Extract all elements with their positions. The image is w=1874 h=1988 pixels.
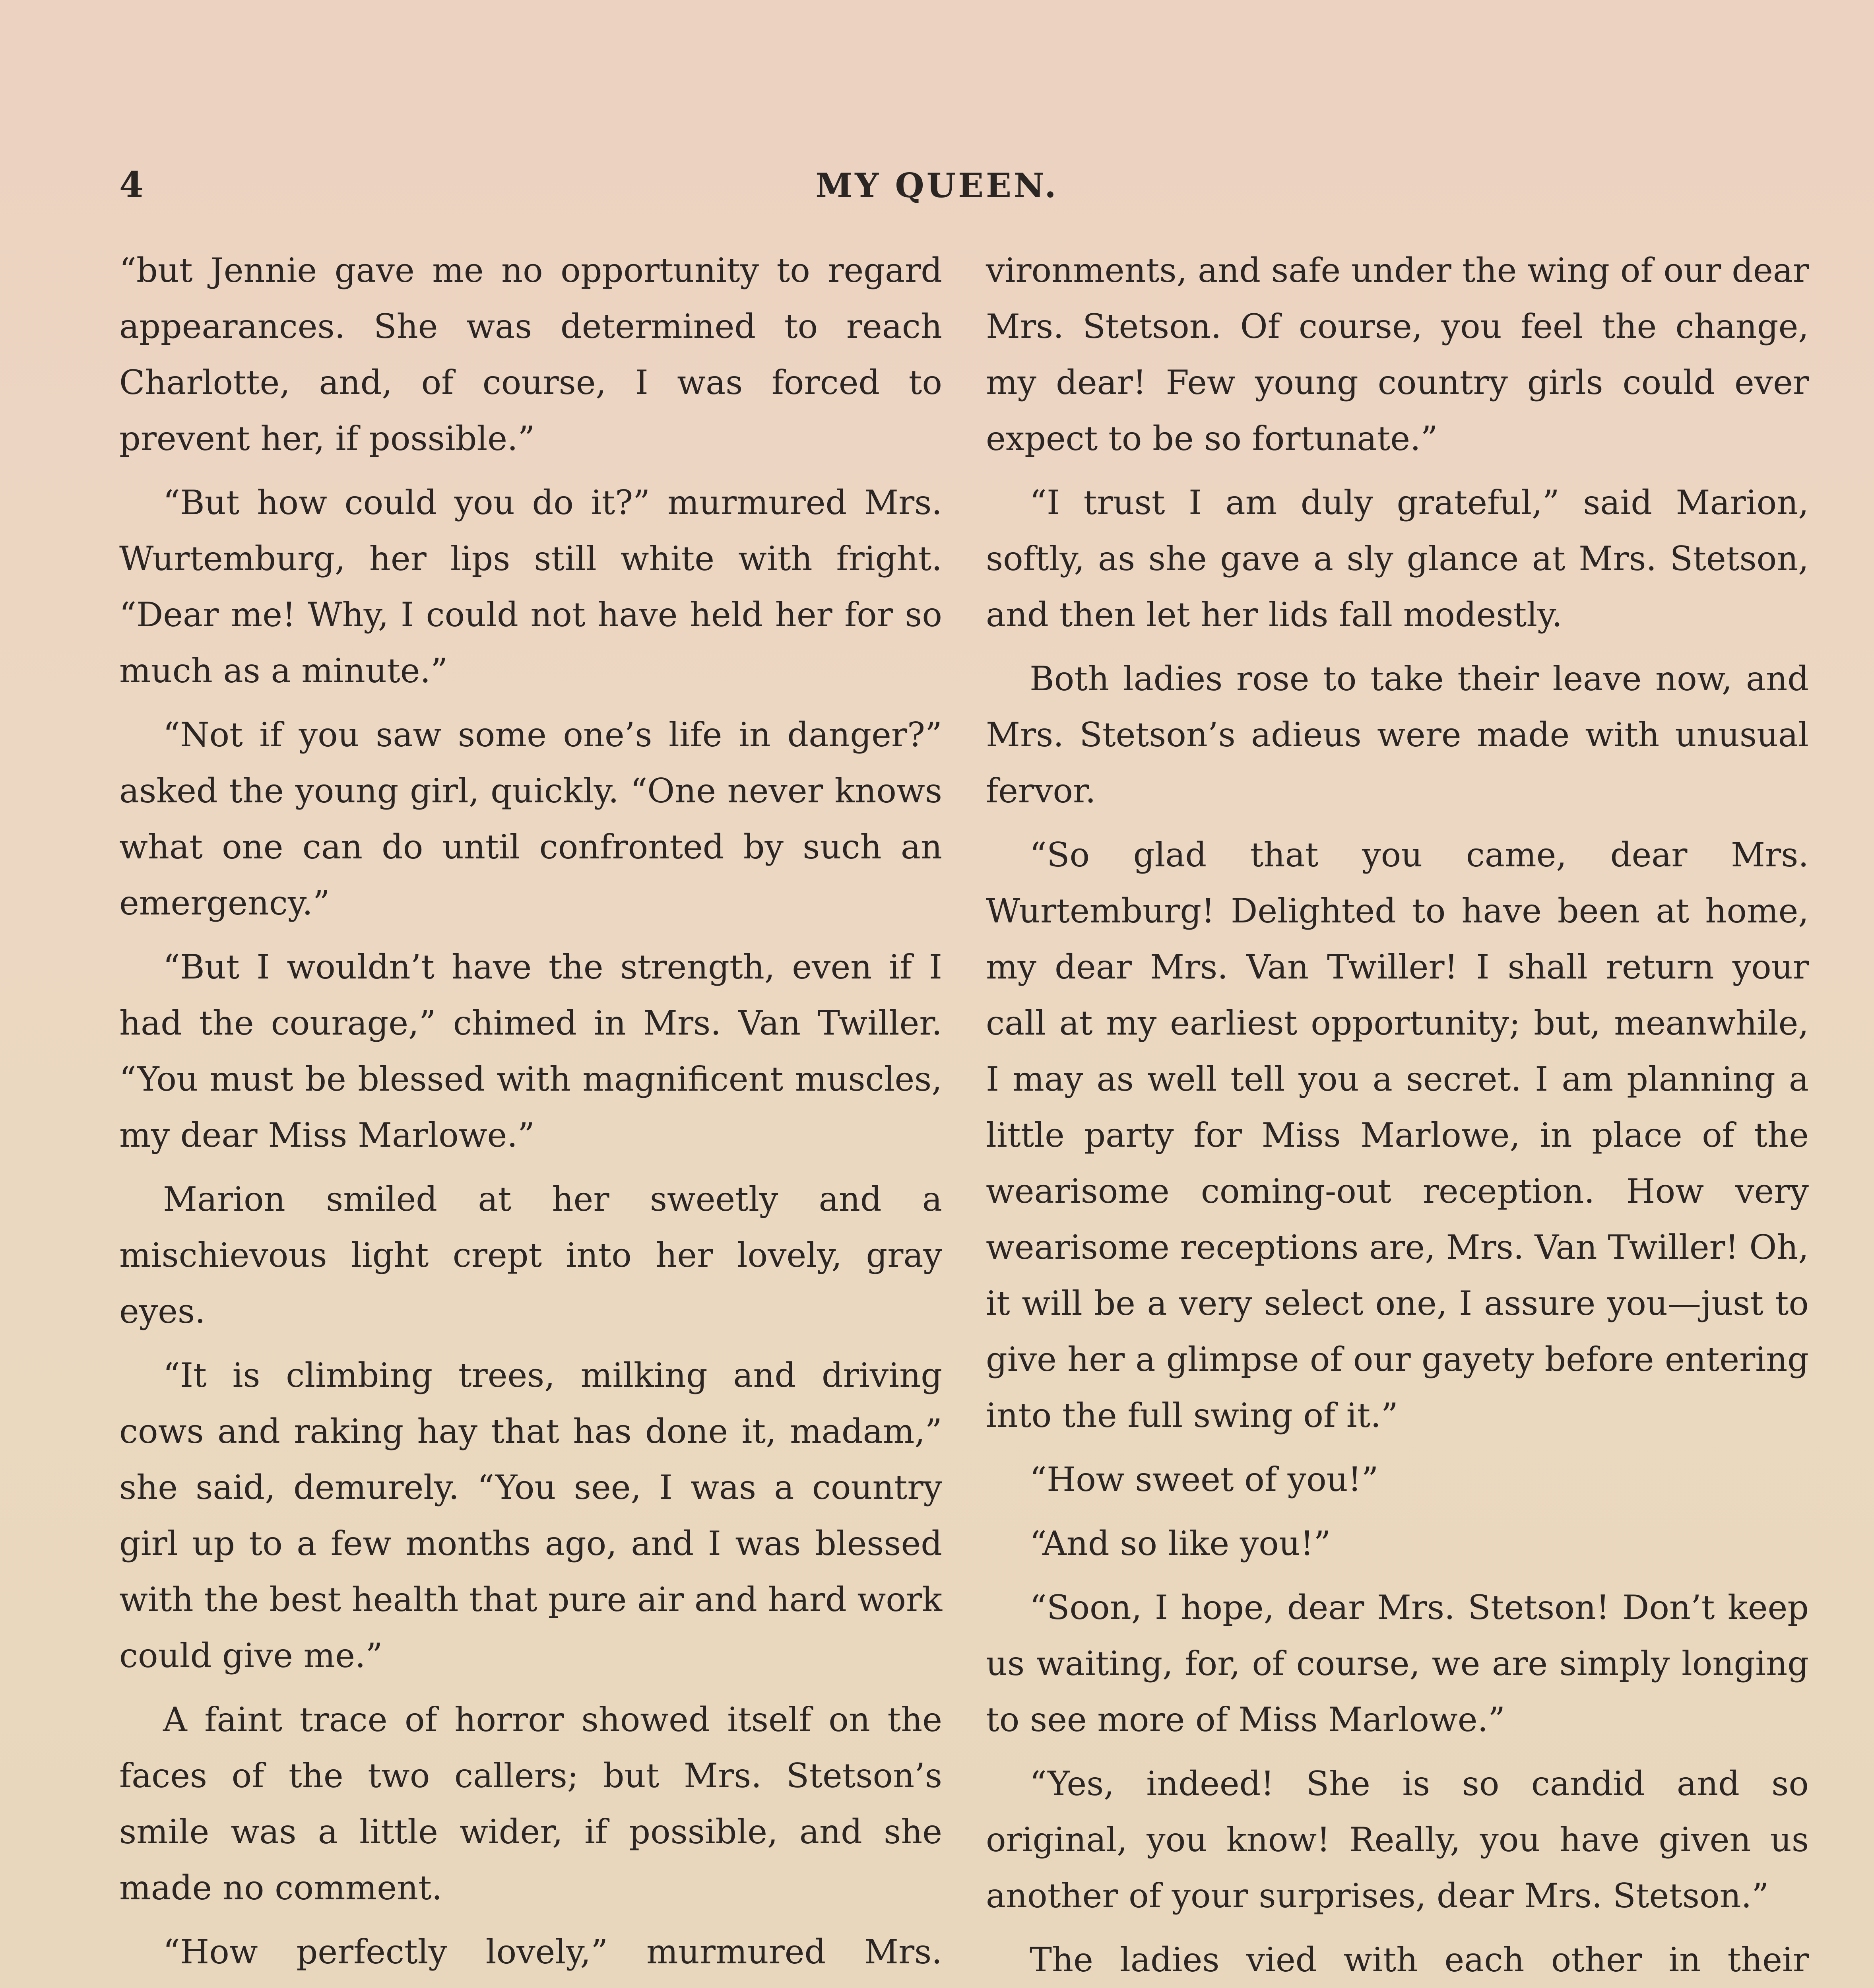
running-title: MY QUEEN. — [815, 166, 1059, 205]
paragraph: Marion smiled at her sweetly and a mischievous light crept into her lovely, gray eyes. — [119, 1180, 942, 1331]
paragraph: “And so like you!” — [1030, 1524, 1331, 1563]
paragraph: “How sweet of you!” — [1030, 1460, 1379, 1499]
page-number: 4 — [119, 164, 144, 205]
left-column — [119, 243, 942, 1988]
paragraph: “How perfectly lovely,” murmured Mrs. — [163, 1932, 942, 1971]
paragraph: A faint trace of horror showed itself on the faces of the two callers; but Mrs. Stetson’s smile was a little wider, if possible, and she made no comment. — [119, 1700, 942, 1907]
paragraph: “But I wouldn’t have the strength, even if I had the courage,” chimed in Mrs. Van Twiller. “You must be blessed with magnificent muscles, my dear Miss Marlowe.” — [119, 947, 942, 1155]
paragraph: vironments, and safe under the wing of our dear Mrs. Stetson. Of course, you feel the change, my dear! Few young country girls could ever expect to be so fortunate.” — [986, 251, 1809, 458]
paragraph: “I trust I am duly grateful,” said Marion, softly, as she gave a sly glance at Mrs. Stetson, and then let her lids fall modestly. — [986, 483, 1809, 634]
paragraph: “But how could you do it?” murmured Mrs. Wurtemburg, her lips still white with fright. “Dear me! Why, I could not have held her for so much as a minute.” — [119, 483, 942, 690]
paragraph: The ladies vied with each other in their — [1030, 1940, 1809, 1979]
paragraph: “So glad that you came, dear Mrs. Wurtemburg! Delighted to have been at home, my dear Mrs. Van Twiller! I shall return your call at my earliest opportunity; but, meanwhile, I may as well tell you a secret. I am planning a little party for Miss Marlowe, in place of the wearisome coming-out reception. How very wearisome receptions are, Mrs. Van Twiller! Oh, it will be a very select one, I assure you—just to give her a glimpse of our gayety before entering into the full swing of it.” — [986, 835, 1809, 1435]
paragraph: “Soon, I hope, dear Mrs. Stetson! Don’t keep us waiting, for, of course, we are simply longing to see more of Miss Marlowe.” — [986, 1588, 1809, 1739]
paragraph: “It is climbing trees, milking and driving cows and raking hay that has done it, madam,” she said, demurely. “You see, I was a country girl up to a few months ago, and I was blessed with the best health that pure air and hard work could give me.” — [119, 1356, 942, 1675]
paragraph: “but Jennie gave me no opportunity to regard appearances. She was determined to reach Charlotte, and, of course, I was forced to prevent her, if possible.” — [119, 251, 942, 458]
paragraph: Both ladies rose to take their leave now, and Mrs. Stetson’s adieus were made with unusual fervor. — [986, 659, 1809, 810]
paragraph: “Not if you saw some one’s life in danger?” asked the young girl, quickly. “One never knows what one can do until confronted by such an emergency.” — [119, 715, 942, 922]
paragraph: “Yes, indeed! She is so candid and so original, you know! Really, you have given us another of your surprises, dear Mrs. Stetson.” — [986, 1764, 1809, 1915]
right-column — [986, 243, 1809, 1988]
